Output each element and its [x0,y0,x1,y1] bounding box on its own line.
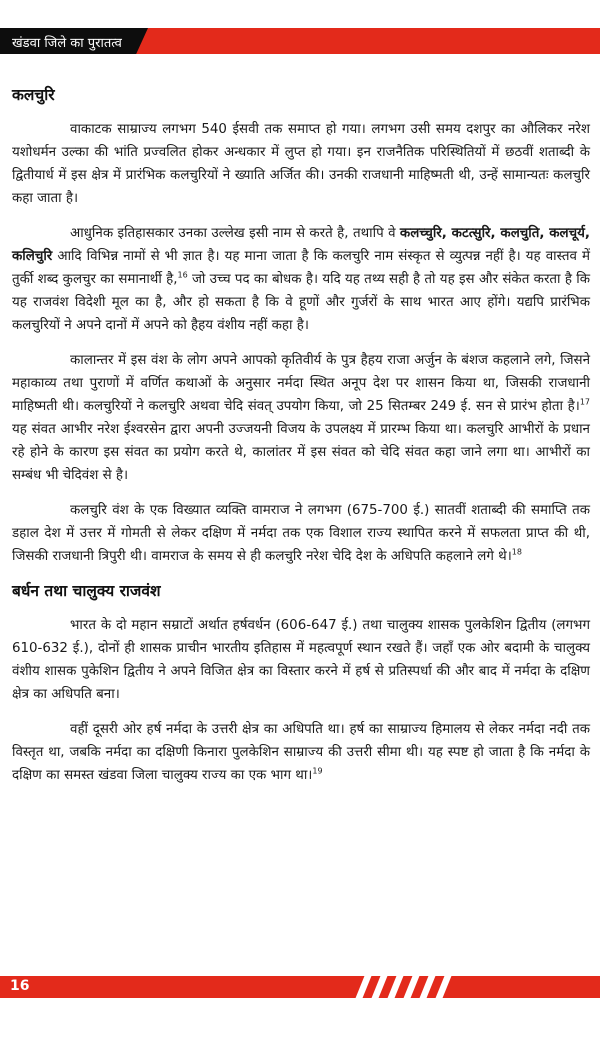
paragraph: कलचुरि वंश के एक विख्यात व्यक्ति वामराज ने लगभग (675-700 ई.) सातवीं शताब्दी की समाप्ति तक डहाल देश में उत्तर में गोमती से लेकर दक्षिण में नर्मदा तक एक विशाल राज्य स्थापित करने में सफलता प्राप्त की थी, जिसकी राजधानी त्रिपुरी थी। वामराज के समय से ही कलचुरि नरेश चेदि देश के अधिपति कहलाने लगे थे।$^{18}$ [12,503,590,564]
section-heading: कलचुरि [12,86,55,104]
section-heading: बर्धन तथा चालुक्य राजवंश [12,582,161,600]
paragraph: भारत के दो महान सम्राटों अर्थात हर्षवर्धन (606-647 ई.) तथा चालुक्य शासक पुलकेशिन द्वितीय (लगभग 610-632 ई.), दोनों ही शासक प्राचीन भारतीय इतिहास में महत्वपूर्ण स्थान रखते हैं। जहाँ एक ओर बदामी के चालुक्य वंशीय शासक पुकेशिन द्वितीय ने अपने विजित क्षेत्र का विस्तार करने में हर्ष से प्रतिस्पर्धा की और बाद में नर्मदा के दक्षिण क्षेत्र का अधिपति बना। [12,618,590,702]
paragraph: आधुनिक इतिहासकार उनका उल्लेख इसी नाम से करते है, तथापि वे कलच्चुरि, कटत्सुरि, कलचुति, कलचूर्य, कलिचुरि आदि विभिन्न नामों से भी ज्ञात है। यह माना जाता है कि कलचुरि नाम संस्कृत से व्युत्पन्न नहीं है। यह वास्तव में तुर्की शब्द कुलचुर का समानार्थी है,$^{16}$ जो उच्च पद का बोधक है। यदि यह तथ्य सही है तो यह इस और संकेत करता है कि यह राजवंश विदेशी मूल का है, और हो सकता है कि वे हूणों और गुर्जरों के साथ भारत आए होंगे। यद्यपि प्रारंभिक कलचुरियों ने अपने दानों में अपने को हैहय वंशीय नहीं कहा है। [12,226,590,333]
footnote-marker: 16 [177,270,188,280]
paragraph: वाकाटक साम्राज्य लगभग 540 ईसवी तक समाप्त हो गया। लगभग उसी समय दशपुर का औलिकर नरेश यशोधर्मन उल्का की भांति प्रज्वलित होकर अन्धकार में लुप्त हो गया। इन राजनैतिक परिस्थितियों में छठवीं शताब्दी के द्वितीयार्ध में इस क्षेत्र में प्रारंभिक कलचुरियों ने ख्याति अर्जित की। उनकी राजधानी माहिष्मती थी, उन्हें सामान्यतः कलचुरि कहा जाता है। [12,122,590,206]
page-header [0,0,600,64]
paragraph: कालान्तर में इस वंश के लोग अपने आपको कृतिवीर्य के पुत्र हैहय राजा अर्जुन के बंशज कहलाने लगे, जिसने महाकाव्य तथा पुराणों में वर्णित कथाओं के अनुसार नर्मदा स्थित अनूप देश पर शासन किया था, जिसकी राजधानी माहिष्मती थी। कलचुरियों ने कलचुरि अथवा चेदि संवत् उपयोग किया, जो 25 सितम्बर 249 ई. सन से प्रारंभ होता है।$^{17}$ यह संवत आभीर नरेश ईश्वरसेन द्वारा अपनी उज्जयनी विजय के उपलक्ष्य में प्रारम्भ किया था। कलचुरि आभीरों के प्रधान रहे होने के कारण इस संवत का प्रयोग करते थे, कालांतर में इस संवत को चेदि संवत कहा जाने लगा था। आभीरों का सम्बंध भी चेदिवंश से है। [12,353,590,483]
footnote-marker: 18 [511,547,522,557]
page-number: 16 [10,978,30,994]
paragraph: वहीं दूसरी ओर हर्ष नर्मदा के उत्तरी क्षेत्र का अधिपति था। हर्ष का साम्राज्य हिमालय से लेकर नर्मदा नदी तक विस्तृत था, जबकि नर्मदा का दक्षिणी किनारा पुलकेशिन साम्राज्य की उत्तरी सीमा थी। यह स्पष्ट हो जाता है कि नर्मदा के दक्षिण का समस्त खंडवा जिला चालुक्य राज्य का एक भाग था।$^{19}$ [12,722,590,783]
bold-dynasty-names: कलच्चुरि, कटत्सुरि, कलचुति, कलचूर्य, कलिचुरि [12,226,590,264]
footnote-marker: 19 [312,766,323,776]
page-content [12,84,590,799]
footer-red-band [0,976,600,998]
running-title: खंडवा जिले का पुरातत्व [12,36,122,51]
footnote-marker: 17 [579,397,590,407]
